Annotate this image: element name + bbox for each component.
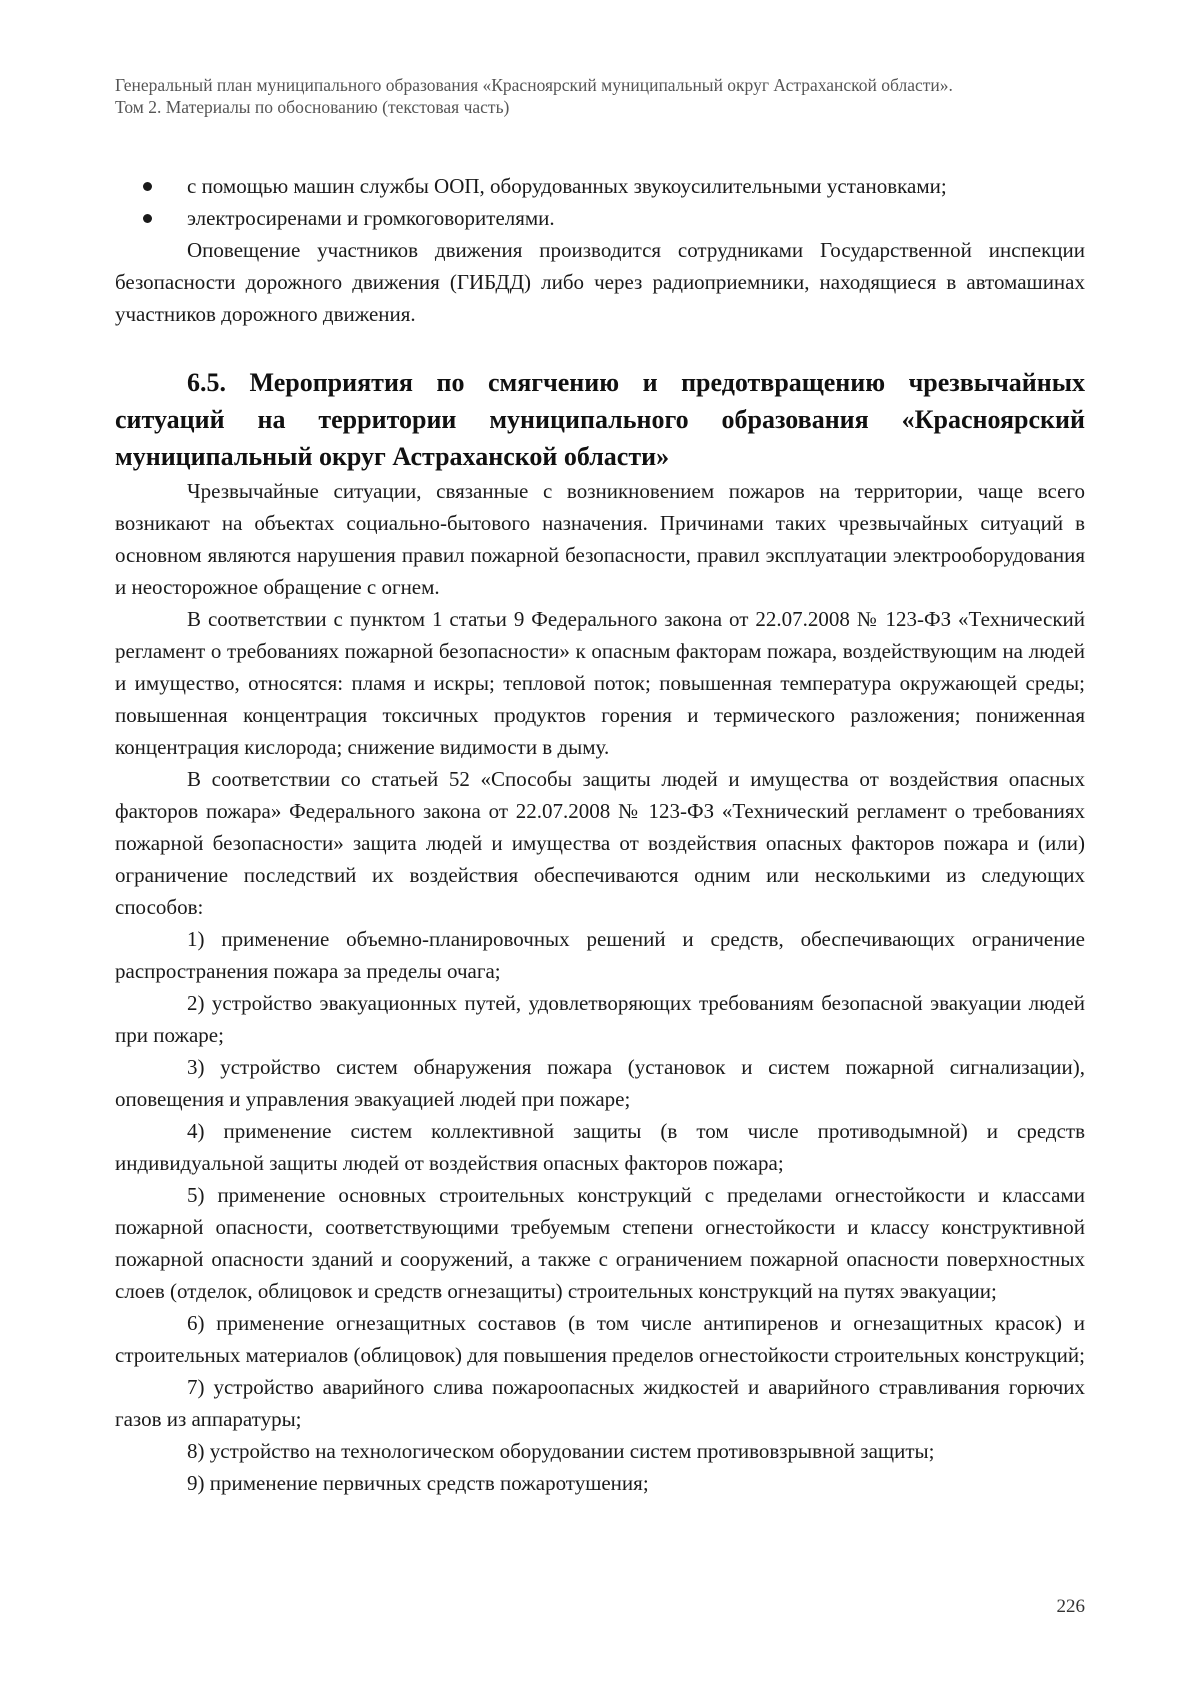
- body-paragraph: В соответствии с пунктом 1 статьи 9 Федерального закона от 22.07.2008 № 123-ФЗ «Технический регламент о требованиях пожарной безопасности» к опасным факторам пожара, воздействующим на людей и имущество, относятся: пламя и искры; тепловой поток; повышенная температура окружающей среды; повышенная концентрация токсичных продуктов горения и термического разложения; пониженная концентрация кислорода; снижение видимости в дыму.: [115, 607, 1085, 759]
- list-paragraph-5: 5) применение основных строительных конструкций с пределами огнестойкости и классами пожарной опасности, соответствующими требуемым степени огнестойкости и классу конструктивной пожарной опасности зданий и сооружений, а также с ограничением пожарной опасности поверхностных слоев (отделок, облицовок и средств огнезащиты) строительных конструкций на путях эвакуации;: [115, 1183, 1085, 1303]
- list-paragraph-2: 2) устройство эвакуационных путей, удовлетворяющих требованиям безопасной эвакуации людей при пожаре;: [115, 991, 1085, 1047]
- list-paragraph-1: 1) применение объемно-планировочных решений и средств, обеспечивающих ограничение распространения пожара за пределы очага;: [115, 927, 1085, 983]
- list-paragraph-3: 3) устройство систем обнаружения пожара (установок и систем пожарной сигнализации), оповещения и управления эвакуацией людей при пожаре;: [115, 1055, 1085, 1111]
- running-header: [115, 74, 1090, 118]
- bullet-text: электросиренами и громкоговорителями.: [187, 206, 555, 230]
- bullet-icon: [143, 182, 152, 191]
- section-title: 6.5. Мероприятия по смягчению и предотвращению чрезвычайных ситуаций на территории муниципального образования «Красноярский муниципальный округ Астраханской области»: [115, 368, 1085, 471]
- body-paragraph: В соответствии со статьей 52 «Способы защиты людей и имущества от воздействия опасных факторов пожара» Федерального закона от 22.07.2008 № 123-ФЗ «Технический регламент о требованиях пожарной безопасности» защита людей и имущества от воздействия опасных факторов пожара и (или) ограничение последствий их воздействия обеспечиваются одним или несколькими из следующих способов:: [115, 767, 1085, 919]
- page-number: 226: [1056, 1596, 1085, 1617]
- page-body: [115, 170, 1085, 1499]
- list-paragraph-9: 9) применение первичных средств пожаротушения;: [187, 1471, 649, 1495]
- list-paragraph-8: 8) устройство на технологическом оборудовании систем противовзрывной защиты;: [187, 1439, 935, 1463]
- bullet-item: [115, 202, 1085, 234]
- list-paragraph-4: 4) применение систем коллективной защиты (в том числе противодымной) и средств индивидуальной защиты людей от воздействия опасных факторов пожара;: [115, 1119, 1085, 1175]
- list-paragraph-7: 7) устройство аварийного слива пожароопасных жидкостей и аварийного стравливания горючих газов из аппаратуры;: [115, 1375, 1085, 1431]
- running-header-line-1: Генеральный план муниципального образования «Красноярский муниципальный округ Астраханской области».: [115, 75, 953, 95]
- bullet-icon: [143, 214, 152, 223]
- list-paragraph-6: 6) применение огнезащитных составов (в том числе антипиренов и огнезащитных красок) и строительных материалов (облицовок) для повышения пределов огнестойкости строительных конструкций;: [115, 1311, 1085, 1367]
- running-header-line-2: Том 2. Материалы по обоснованию (текстовая часть): [115, 97, 510, 117]
- bullet-list: [115, 170, 1085, 234]
- intro-paragraph: Оповещение участников движения производится сотрудниками Государственной инспекции безопасности дорожного движения (ГИБДД) либо через радиоприемники, находящиеся в автомашинах участников дорожного движения.: [115, 238, 1085, 326]
- body-paragraph: Чрезвычайные ситуации, связанные с возникновением пожаров на территории, чаще всего возникают на объектах социально-бытового назначения. Причинами таких чрезвычайных ситуаций в основном являются нарушения правил пожарной безопасности, правил эксплуатации электрооборудования и неосторожное обращение с огнем.: [115, 479, 1085, 599]
- bullet-item: [115, 170, 1085, 202]
- bullet-text: с помощью машин службы ООП, оборудованных звукоусилительными установками;: [187, 174, 947, 198]
